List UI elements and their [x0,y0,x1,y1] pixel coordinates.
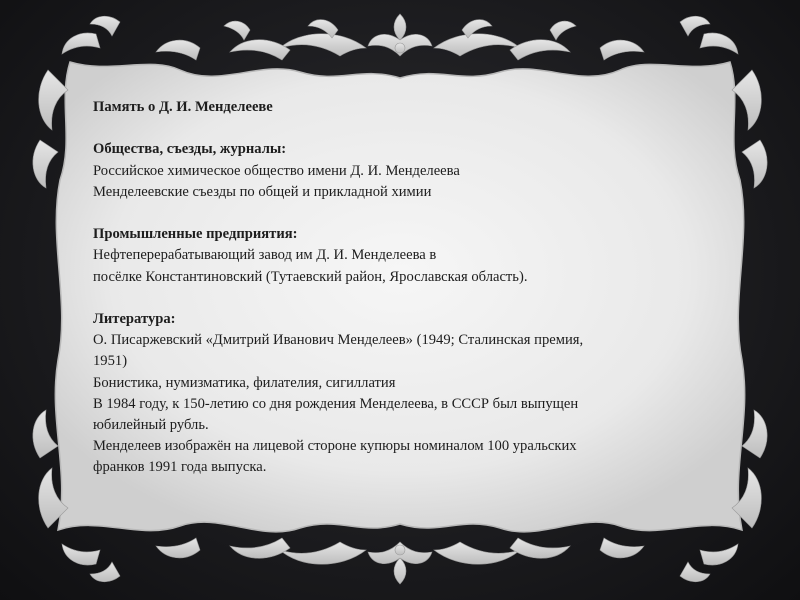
section-heading-literature: Литература: [93,310,176,327]
text-line: 1951) [93,353,128,370]
slide-title: Память о Д. И. Менделееве [93,99,273,115]
section-heading-societies: Общества, съезды, журналы: [93,141,287,158]
text-line: юбилейный рубль. [93,417,209,433]
text-line: О. Писаржевский «Дмитрий Иванович Менделеев» (1949; Сталинская премия, [93,332,584,349]
bottom-ornament [62,538,738,584]
slide-content [93,97,713,479]
text-line: Российское химическое общество имени Д. И. Менделеева [93,162,460,179]
text-line: Менделеев изображён на лицевой стороне купюры номиналом 100 уральских [93,438,577,455]
text-line: В 1984 году, к 150-летию со дня рождения Менделеева, в СССР был выпущен [93,395,579,412]
top-ornament [62,14,738,60]
text-line: франков 1991 года выпуска. [93,459,267,476]
section-heading-industry: Промышленные предприятия: [93,226,298,243]
text-line: Бонистика, нумизматика, филателия, сигиллатия [93,374,396,391]
text-line: Нефтеперерабатывающий завод им Д. И. Менделеева в [93,247,437,264]
text-line: Менделеевские съезды по общей и прикладной химии [93,183,432,200]
text-line: посёлке Константиновский (Тутаевский район, Ярославская область). [93,268,528,285]
